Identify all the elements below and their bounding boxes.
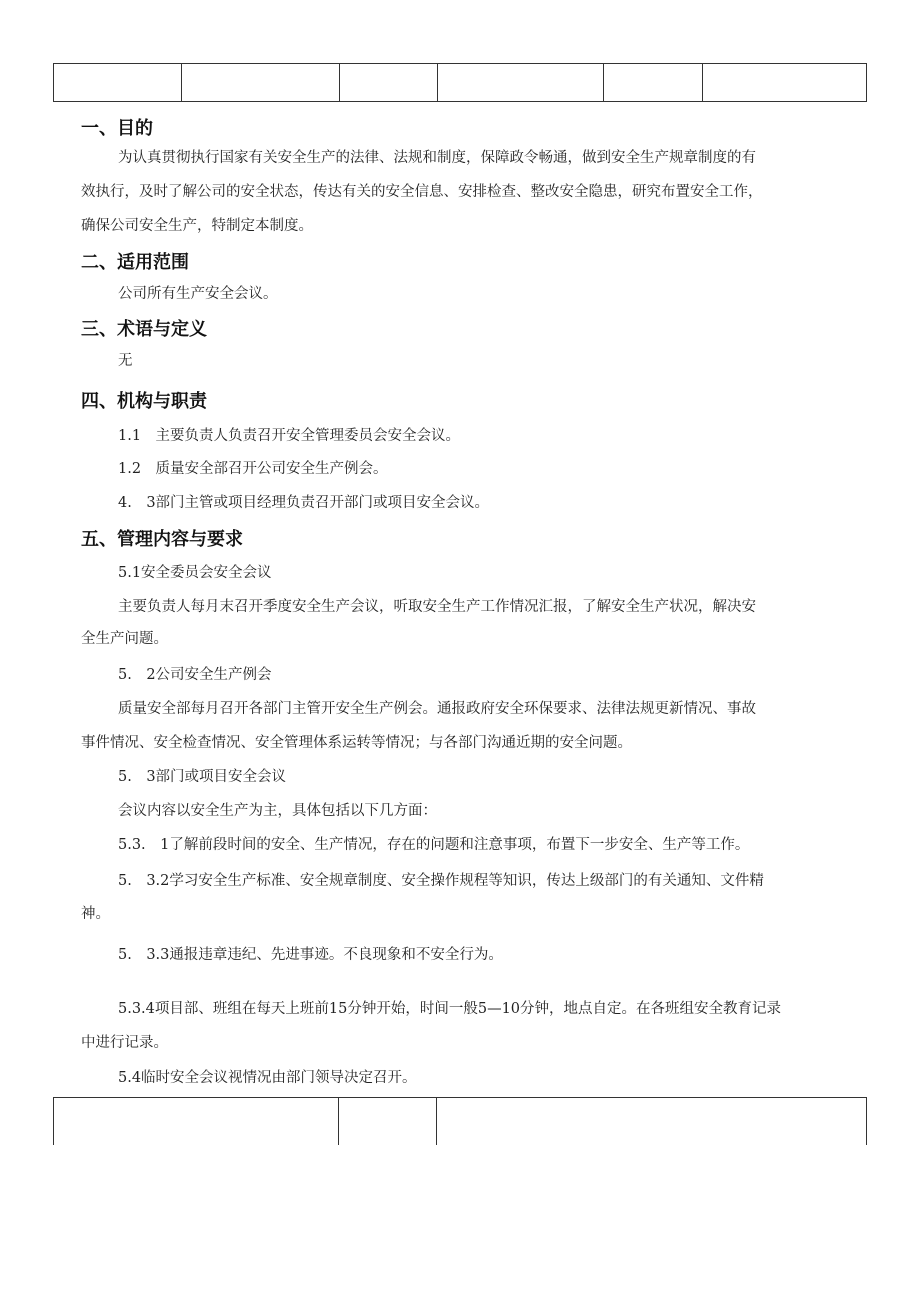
paragraph-line: 事件情况、安全检查情况、安全管理体系运转等情况；与各部门沟通近期的安全问题。 bbox=[81, 735, 632, 751]
paragraph-line: 无 bbox=[118, 353, 133, 369]
list-item: 1.1 主要负责人负责召开安全管理委员会安全会议。 bbox=[118, 428, 461, 444]
section-heading-purpose: 一、目的 bbox=[81, 118, 153, 139]
paragraph-line: 神。 bbox=[81, 906, 110, 922]
paragraph-line: 主要负责人每月末召开季度安全生产会议，听取安全生产工作情况汇报，了解安全生产状况，解决安 bbox=[118, 599, 756, 615]
header-cell bbox=[438, 64, 604, 102]
list-item: 4. 3部门主管或项目经理负责召开部门或项目安全会议。 bbox=[118, 495, 490, 511]
footer-cell bbox=[339, 1098, 437, 1146]
footer-table bbox=[53, 1097, 867, 1145]
header-cell bbox=[182, 64, 340, 102]
subsection-title: 5. 2公司安全生产例会 bbox=[118, 667, 272, 683]
list-item: 5.4临时安全会议视情况由部门领导决定召开。 bbox=[118, 1070, 417, 1086]
paragraph-line: 质量安全部每月召开各部门主管开安全生产例会。通报政府安全环保要求、法律法规更新情况、事故 bbox=[118, 701, 756, 717]
paragraph-line: 公司所有生产安全会议。 bbox=[118, 286, 278, 302]
footer-cell bbox=[437, 1098, 867, 1146]
paragraph-line: 为认真贯彻执行国家有关安全生产的法律、法规和制度，保障政令畅通，做到安全生产规章制度的有 bbox=[118, 150, 756, 166]
section-heading-management: 五、管理内容与要求 bbox=[81, 529, 243, 550]
header-table bbox=[53, 63, 867, 102]
header-cell bbox=[604, 64, 703, 102]
header-cell bbox=[703, 64, 867, 102]
paragraph-line: 确保公司安全生产，特制定本制度。 bbox=[81, 218, 313, 234]
subsection-title: 5.1安全委员会安全会议 bbox=[118, 565, 272, 581]
paragraph-line: 全生产问题。 bbox=[81, 631, 168, 647]
list-item: 5.3.4项目部、班组在每天上班前15分钟开始，时间一般5—10分钟，地点自定。在各班组安全教育记录 bbox=[118, 1001, 782, 1017]
paragraph-line: 中进行记录。 bbox=[81, 1035, 168, 1051]
section-heading-scope: 二、适用范围 bbox=[81, 252, 189, 273]
list-item: 5.3. 1了解前段时间的安全、生产情况，存在的问题和注意事项，布置下一步安全、生产等工作。 bbox=[118, 837, 750, 853]
header-cell bbox=[54, 64, 182, 102]
section-heading-terms: 三、术语与定义 bbox=[81, 319, 207, 340]
list-item: 5. 3.3通报违章违纪、先进事迹。不良现象和不安全行为。 bbox=[118, 947, 503, 963]
section-heading-responsibilities: 四、机构与职责 bbox=[81, 391, 207, 412]
paragraph-line: 会议内容以安全生产为主，具体包括以下几方面： bbox=[118, 803, 437, 819]
list-item: 1.2 质量安全部召开公司安全生产例会。 bbox=[118, 461, 388, 477]
footer-cell bbox=[54, 1098, 339, 1146]
paragraph-line: 效执行，及时了解公司的安全状态，传达有关的安全信息、安排检查、整改安全隐患，研究布置安全工作， bbox=[81, 184, 763, 200]
list-item: 5. 3.2学习安全生产标准、安全规章制度、安全操作规程等知识，传达上级部门的有关通知、文件精 bbox=[118, 873, 764, 889]
header-cell bbox=[340, 64, 438, 102]
subsection-title: 5. 3部门或项目安全会议 bbox=[118, 769, 287, 785]
